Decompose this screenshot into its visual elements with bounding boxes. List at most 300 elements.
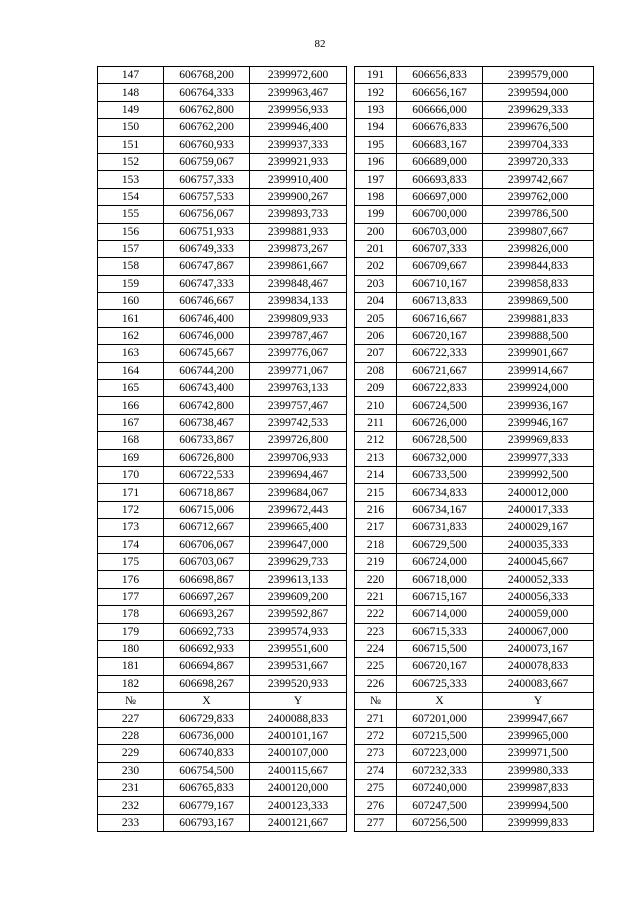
header-num-right: № [355,693,397,710]
table-row [98,432,594,449]
column-gap [347,171,355,188]
y-coordinate-left: 2399592,867 [250,606,347,623]
y-coordinate-left: 2399647,000 [250,536,347,553]
header-y-left: Y [250,693,347,710]
table-row [98,814,594,831]
y-coordinate-left: 2399946,400 [250,119,347,136]
x-coordinate-right: 606703,000 [397,223,483,240]
table-row [98,571,594,588]
point-number-left: 156 [98,223,164,240]
point-number-right: 271 [355,710,397,727]
y-coordinate-left: 2399629,733 [250,553,347,570]
y-coordinate-left: 2399861,667 [250,258,347,275]
x-coordinate-right: 606666,000 [397,101,483,118]
point-number-left: 178 [98,606,164,623]
x-coordinate-right: 606710,167 [397,275,483,292]
table-row [98,119,594,136]
column-gap [347,693,355,710]
x-coordinate-left: 606762,800 [164,101,250,118]
table-row [98,466,594,483]
table-row [98,588,594,605]
y-coordinate-right: 2400045,667 [483,553,594,570]
y-coordinate-left: 2399937,333 [250,136,347,153]
y-coordinate-right: 2399901,667 [483,345,594,362]
header-x-right: X [397,693,483,710]
point-number-left: 161 [98,310,164,327]
y-coordinate-left: 2399910,400 [250,171,347,188]
x-coordinate-right: 606728,500 [397,432,483,449]
point-number-right: 211 [355,414,397,431]
table-row [98,606,594,623]
y-coordinate-left: 2399726,800 [250,432,347,449]
y-coordinate-left: 2399834,133 [250,293,347,310]
column-gap [347,258,355,275]
point-number-right: 224 [355,640,397,657]
column-gap [347,119,355,136]
table-row [98,153,594,170]
y-coordinate-right: 2399786,500 [483,206,594,223]
x-coordinate-left: 606692,933 [164,640,250,657]
column-gap [347,188,355,205]
y-coordinate-left: 2400101,167 [250,727,347,744]
y-coordinate-right: 2399844,833 [483,258,594,275]
point-number-right: 204 [355,293,397,310]
table-row [98,223,594,240]
x-coordinate-right: 606700,000 [397,206,483,223]
y-coordinate-right: 2399971,500 [483,745,594,762]
point-number-right: 212 [355,432,397,449]
point-number-left: 150 [98,119,164,136]
table-body-bottom [98,710,594,832]
x-coordinate-right: 606729,500 [397,536,483,553]
y-coordinate-right: 2400078,833 [483,658,594,675]
point-number-right: 275 [355,780,397,797]
y-coordinate-left: 2399742,533 [250,414,347,431]
point-number-right: 208 [355,362,397,379]
point-number-left: 173 [98,519,164,536]
y-coordinate-left: 2399893,733 [250,206,347,223]
column-gap [347,275,355,292]
point-number-left: 171 [98,484,164,501]
table-row [98,327,594,344]
x-coordinate-left: 606746,667 [164,293,250,310]
y-coordinate-left: 2399609,200 [250,588,347,605]
y-coordinate-right: 2399914,667 [483,362,594,379]
column-gap [347,623,355,640]
x-coordinate-left: 606768,200 [164,67,250,84]
x-coordinate-right: 606721,667 [397,362,483,379]
column-gap [347,345,355,362]
table-row [98,658,594,675]
y-coordinate-left: 2399956,933 [250,101,347,118]
y-coordinate-right: 2399629,333 [483,101,594,118]
x-coordinate-right: 606734,167 [397,501,483,518]
point-number-left: 174 [98,536,164,553]
table-row [98,745,594,762]
x-coordinate-left: 606733,867 [164,432,250,449]
x-coordinate-right: 606709,667 [397,258,483,275]
point-number-left: 181 [98,658,164,675]
y-coordinate-left: 2400115,667 [250,762,347,779]
point-number-left: 228 [98,727,164,744]
x-coordinate-right: 607256,500 [397,814,483,831]
column-gap [347,710,355,727]
column-gap [347,536,355,553]
point-number-left: 180 [98,640,164,657]
x-coordinate-right: 606725,333 [397,675,483,692]
table-row [98,397,594,414]
point-number-right: 274 [355,762,397,779]
y-coordinate-right: 2400056,333 [483,588,594,605]
x-coordinate-right: 606656,167 [397,84,483,101]
header-num-left: № [98,693,164,710]
y-coordinate-right: 2400059,000 [483,606,594,623]
point-number-right: 209 [355,380,397,397]
x-coordinate-left: 606697,267 [164,588,250,605]
y-coordinate-right: 2399924,000 [483,380,594,397]
point-number-right: 222 [355,606,397,623]
y-coordinate-left: 2399848,467 [250,275,347,292]
header-row [98,693,594,710]
y-coordinate-left: 2399551,600 [250,640,347,657]
y-coordinate-left: 2400121,667 [250,814,347,831]
column-gap [347,814,355,831]
x-coordinate-right: 606715,500 [397,640,483,657]
point-number-right: 221 [355,588,397,605]
x-coordinate-left: 606729,833 [164,710,250,727]
point-number-left: 169 [98,449,164,466]
y-coordinate-left: 2399763,133 [250,380,347,397]
point-number-right: 213 [355,449,397,466]
x-coordinate-right: 606715,167 [397,588,483,605]
point-number-left: 154 [98,188,164,205]
table-row [98,623,594,640]
y-coordinate-left: 2400088,833 [250,710,347,727]
x-coordinate-left: 606754,500 [164,762,250,779]
point-number-right: 202 [355,258,397,275]
x-coordinate-left: 606764,333 [164,84,250,101]
point-number-left: 147 [98,67,164,84]
point-number-left: 172 [98,501,164,518]
column-gap [347,501,355,518]
point-number-left: 152 [98,153,164,170]
point-number-left: 159 [98,275,164,292]
point-number-left: 231 [98,780,164,797]
column-gap [347,223,355,240]
page-number: 82 [314,38,326,50]
point-number-right: 219 [355,553,397,570]
y-coordinate-left: 2399921,933 [250,153,347,170]
x-coordinate-right: 607201,000 [397,710,483,727]
x-coordinate-left: 606779,167 [164,797,250,814]
x-coordinate-right: 606733,500 [397,466,483,483]
table-row [98,501,594,518]
y-coordinate-right: 2399676,500 [483,119,594,136]
column-gap [347,675,355,692]
y-coordinate-left: 2400107,000 [250,745,347,762]
point-number-right: 273 [355,745,397,762]
table-row [98,780,594,797]
column-gap [347,432,355,449]
x-coordinate-left: 606747,867 [164,258,250,275]
y-coordinate-right: 2399987,833 [483,780,594,797]
table-row [98,240,594,257]
point-number-left: 179 [98,623,164,640]
x-coordinate-left: 606757,533 [164,188,250,205]
column-gap [347,240,355,257]
x-coordinate-left: 606765,833 [164,780,250,797]
y-coordinate-left: 2399963,467 [250,84,347,101]
y-coordinate-right: 2400012,000 [483,484,594,501]
column-gap [347,466,355,483]
x-coordinate-left: 606692,733 [164,623,250,640]
column-gap [347,553,355,570]
x-coordinate-right: 606707,333 [397,240,483,257]
x-coordinate-left: 606740,833 [164,745,250,762]
x-coordinate-left: 606743,400 [164,380,250,397]
x-coordinate-left: 606760,933 [164,136,250,153]
point-number-right: 220 [355,571,397,588]
x-coordinate-right: 606683,167 [397,136,483,153]
x-coordinate-left: 606762,200 [164,119,250,136]
y-coordinate-right: 2399965,000 [483,727,594,744]
point-number-right: 225 [355,658,397,675]
y-coordinate-right: 2399888,500 [483,327,594,344]
x-coordinate-right: 607247,500 [397,797,483,814]
point-number-right: 196 [355,153,397,170]
y-coordinate-left: 2400123,333 [250,797,347,814]
x-coordinate-right: 606720,167 [397,658,483,675]
point-number-right: 215 [355,484,397,501]
x-coordinate-right: 606720,167 [397,327,483,344]
x-coordinate-left: 606746,400 [164,310,250,327]
column-gap [347,797,355,814]
x-coordinate-left: 606793,167 [164,814,250,831]
column-gap [347,658,355,675]
table-row [98,797,594,814]
x-coordinate-left: 606736,000 [164,727,250,744]
x-coordinate-right: 606693,833 [397,171,483,188]
x-coordinate-left: 606694,867 [164,658,250,675]
x-coordinate-left: 606751,933 [164,223,250,240]
point-number-left: 167 [98,414,164,431]
point-number-right: 203 [355,275,397,292]
point-number-right: 216 [355,501,397,518]
table-row [98,710,594,727]
table-row [98,171,594,188]
x-coordinate-left: 606759,067 [164,153,250,170]
x-coordinate-right: 606724,500 [397,397,483,414]
y-coordinate-right: 2399869,500 [483,293,594,310]
x-coordinate-right: 606715,333 [397,623,483,640]
table-row [98,310,594,327]
x-coordinate-left: 606738,467 [164,414,250,431]
point-number-right: 200 [355,223,397,240]
x-coordinate-right: 607232,333 [397,762,483,779]
point-number-left: 163 [98,345,164,362]
table-row [98,345,594,362]
table-row [98,449,594,466]
point-number-left: 177 [98,588,164,605]
x-coordinate-right: 606724,000 [397,553,483,570]
y-coordinate-left: 2399787,467 [250,327,347,344]
header-y-right: Y [483,693,594,710]
point-number-left: 157 [98,240,164,257]
y-coordinate-right: 2399994,500 [483,797,594,814]
point-number-right: 276 [355,797,397,814]
y-coordinate-right: 2400029,167 [483,519,594,536]
x-coordinate-left: 606698,867 [164,571,250,588]
point-number-right: 214 [355,466,397,483]
column-gap [347,380,355,397]
point-number-right: 272 [355,727,397,744]
y-coordinate-left: 2399684,067 [250,484,347,501]
point-number-left: 165 [98,380,164,397]
table-row [98,484,594,501]
y-coordinate-left: 2399574,933 [250,623,347,640]
point-number-right: 210 [355,397,397,414]
point-number-right: 191 [355,67,397,84]
y-coordinate-left: 2399613,133 [250,571,347,588]
y-coordinate-left: 2399900,267 [250,188,347,205]
x-coordinate-left: 606706,067 [164,536,250,553]
table-row [98,362,594,379]
y-coordinate-right: 2399999,833 [483,814,594,831]
x-coordinate-left: 606745,667 [164,345,250,362]
point-number-left: 151 [98,136,164,153]
table-row [98,414,594,431]
x-coordinate-right: 606697,000 [397,188,483,205]
table-row [98,258,594,275]
point-number-right: 201 [355,240,397,257]
x-coordinate-left: 606712,667 [164,519,250,536]
point-number-left: 227 [98,710,164,727]
column-gap [347,310,355,327]
y-coordinate-right: 2400035,333 [483,536,594,553]
column-gap [347,780,355,797]
y-coordinate-right: 2400073,167 [483,640,594,657]
column-gap [347,206,355,223]
point-number-left: 164 [98,362,164,379]
y-coordinate-right: 2399881,833 [483,310,594,327]
column-gap [347,727,355,744]
column-gap [347,588,355,605]
y-coordinate-left: 2400120,000 [250,780,347,797]
table-row [98,206,594,223]
point-number-right: 217 [355,519,397,536]
point-number-right: 207 [355,345,397,362]
y-coordinate-right: 2399977,333 [483,449,594,466]
point-number-left: 148 [98,84,164,101]
point-number-left: 149 [98,101,164,118]
y-coordinate-right: 2400052,333 [483,571,594,588]
x-coordinate-right: 607215,500 [397,727,483,744]
point-number-left: 230 [98,762,164,779]
point-number-left: 160 [98,293,164,310]
point-number-right: 218 [355,536,397,553]
y-coordinate-right: 2399704,333 [483,136,594,153]
point-number-left: 170 [98,466,164,483]
point-number-right: 226 [355,675,397,692]
x-coordinate-left: 606756,067 [164,206,250,223]
point-number-right: 198 [355,188,397,205]
column-gap [347,606,355,623]
y-coordinate-right: 2399980,333 [483,762,594,779]
point-number-left: 182 [98,675,164,692]
x-coordinate-right: 607240,000 [397,780,483,797]
y-coordinate-left: 2399809,933 [250,310,347,327]
y-coordinate-right: 2399936,167 [483,397,594,414]
x-coordinate-right: 606734,833 [397,484,483,501]
point-number-left: 176 [98,571,164,588]
y-coordinate-right: 2399579,000 [483,67,594,84]
y-coordinate-left: 2399520,933 [250,675,347,692]
table-row [98,84,594,101]
table-row [98,675,594,692]
y-coordinate-right: 2400017,333 [483,501,594,518]
point-number-left: 153 [98,171,164,188]
point-number-left: 229 [98,745,164,762]
x-coordinate-right: 606732,000 [397,449,483,466]
point-number-right: 195 [355,136,397,153]
x-coordinate-right: 606713,833 [397,293,483,310]
x-coordinate-right: 606722,833 [397,380,483,397]
column-gap [347,136,355,153]
point-number-left: 168 [98,432,164,449]
point-number-right: 199 [355,206,397,223]
x-coordinate-left: 606746,000 [164,327,250,344]
y-coordinate-left: 2399881,933 [250,223,347,240]
table-row [98,640,594,657]
y-coordinate-left: 2399873,267 [250,240,347,257]
y-coordinate-left: 2399706,933 [250,449,347,466]
column-gap [347,362,355,379]
y-coordinate-left: 2399757,467 [250,397,347,414]
y-coordinate-right: 2399720,333 [483,153,594,170]
x-coordinate-right: 606656,833 [397,67,483,84]
x-coordinate-left: 606749,333 [164,240,250,257]
column-gap [347,571,355,588]
x-coordinate-left: 606744,200 [164,362,250,379]
y-coordinate-left: 2399972,600 [250,67,347,84]
column-gap [347,519,355,536]
column-gap [347,327,355,344]
y-coordinate-right: 2399742,667 [483,171,594,188]
header-x-left: X [164,693,250,710]
table-row [98,762,594,779]
column-gap [347,449,355,466]
column-gap [347,84,355,101]
x-coordinate-right: 606731,833 [397,519,483,536]
y-coordinate-left: 2399771,067 [250,362,347,379]
table-row [98,519,594,536]
table-row [98,275,594,292]
x-coordinate-right: 606676,833 [397,119,483,136]
x-coordinate-left: 606693,267 [164,606,250,623]
y-coordinate-left: 2399776,067 [250,345,347,362]
point-number-left: 232 [98,797,164,814]
y-coordinate-right: 2399858,833 [483,275,594,292]
x-coordinate-right: 606689,000 [397,153,483,170]
y-coordinate-right: 2400067,000 [483,623,594,640]
x-coordinate-left: 606718,867 [164,484,250,501]
y-coordinate-right: 2399946,167 [483,414,594,431]
y-coordinate-right: 2399807,667 [483,223,594,240]
point-number-left: 158 [98,258,164,275]
x-coordinate-left: 606726,800 [164,449,250,466]
table-header-row [98,693,594,710]
table-row [98,553,594,570]
